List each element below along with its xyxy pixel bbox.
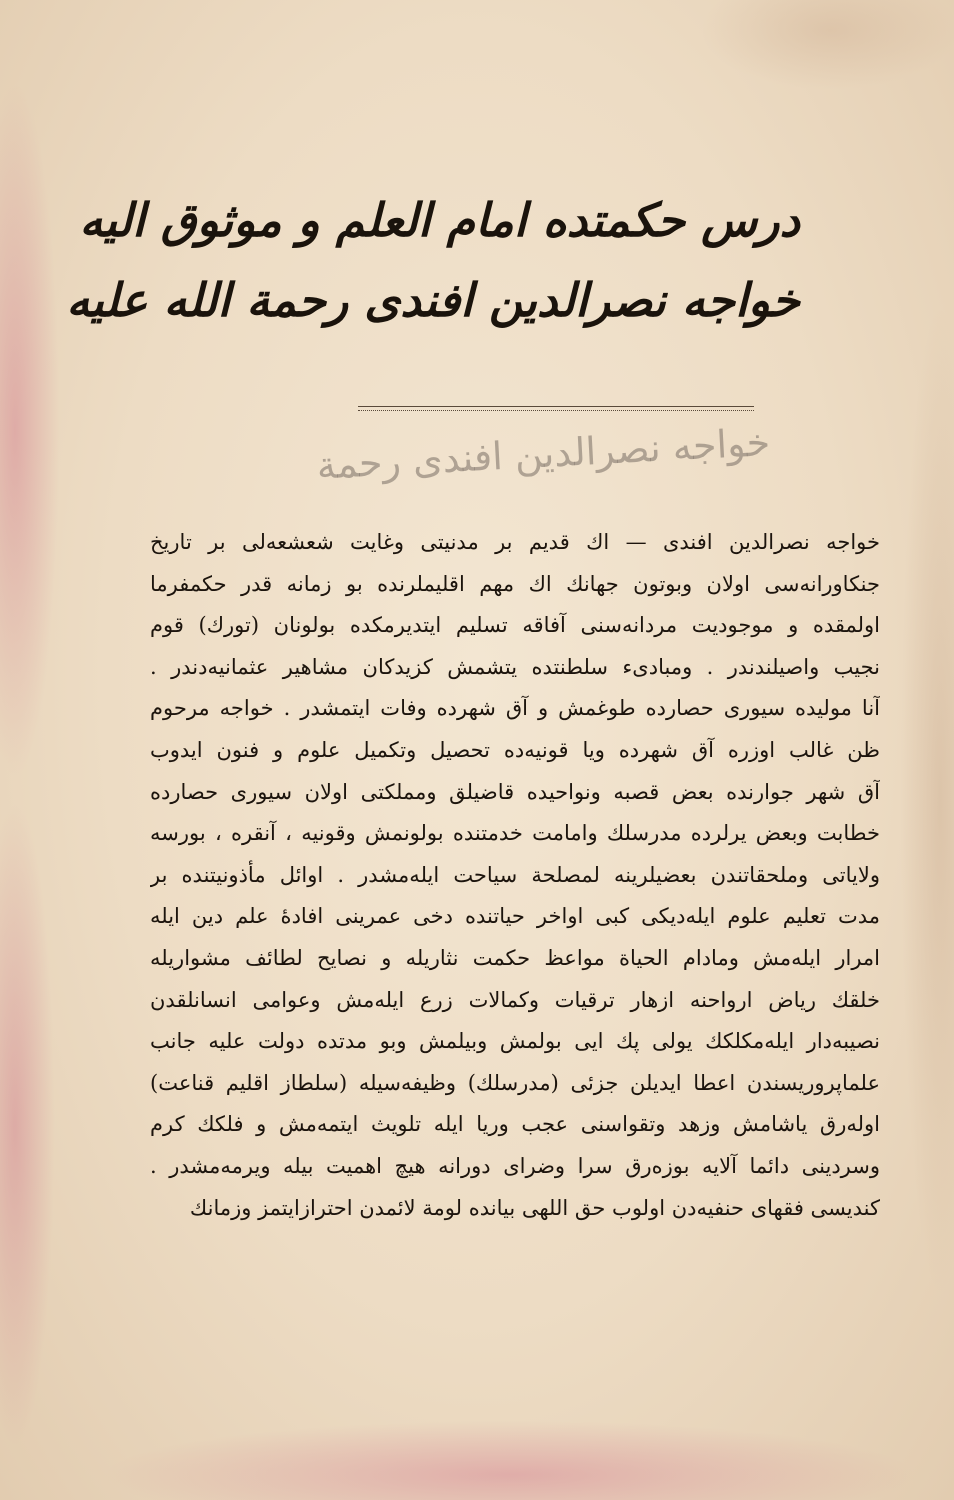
- handwritten-pencil-note: خواجه نصرالدین افندی رحمة: [315, 420, 772, 488]
- text-line: ظن غالب اوزره آق شهرده ویا قونیه‌ده تحصیل وتکمیل علوم و فنون ایدوب: [150, 737, 880, 762]
- text-line: ولایاتی وملحقاتندن بعضیلرینه لمصلحة سیاحت ایله‌مشدر . اوائل مأذونیتنده بر: [150, 862, 880, 887]
- text-line: اولمقده و موجودیت مردانه‌سنی آفاقه تسلیم ایتدیرمکده بولونان (تورك) قوم: [150, 613, 880, 638]
- text-line: علماپروریسندن اعطا ایدیلن جزئی (مدرسلك) وظیفه‌سیله (سلطاز اقلیم قناعت): [150, 1070, 880, 1095]
- text-line: خطابت وبعض یرلرده مدرسلك وامامت خدمتنده بولونمش وقونیه ، آنقره ، بورسه: [150, 821, 880, 846]
- text-line: اوله‌رق یاشامش وزهد وتقواسنی عجب وریا ایله تلویث ایتمه‌مش و فلکك کرم: [150, 1112, 880, 1137]
- text-line: نجیب واصیلندندر . ومبادیء سلطنتده یتشمش کزیدکان مشاهیر عثمانیه‌دندر .: [150, 654, 880, 679]
- text-line: نصیبه‌دار ایله‌مکلکك یولی پك ایی بولمش وبیلمش وبو مدتده دولت علیه جانب: [150, 1029, 880, 1054]
- text-line: کندیسی فقهای حنفیه‌دن اولوب حق اللهی بیانده لومة لائمدن احترازایتمز وزمانك: [189, 1195, 880, 1220]
- text-line: خواجه نصرالدین افندی — اك قدیم بر مدنیتی وغایت شعشعه‌لی بر تاریخ: [150, 530, 880, 554]
- body-text: [150, 522, 880, 1229]
- page-title: [66, 180, 800, 340]
- text-line: جنکاورانه‌سی اولان وبوتون جهانك اك مهم اقلیملرنده بو زمانه قدر حکمفرما: [150, 571, 880, 596]
- text-line: وسردینی دائما آلایه بوزه‌رق سرا وضرای دورانه هیچ اهمیت بیله ویرمه‌مشدر .: [150, 1153, 880, 1178]
- text-line: خلقك ریاض ارواحنه ازهار ترقیات وکمالات زرع ایله‌مش وعوامی انسانلقدن: [150, 987, 880, 1012]
- text-line: امرار ایله‌مش ومادام الحیاة مواعظ حکمت نثاریله و نصایح لطائف مشواریله: [150, 945, 880, 970]
- text-line: آق شهر جوارنده بعض قصبه ونواحیده قاضیلق ومملکتی اولان سیوری حصارده: [150, 779, 880, 804]
- title-line-1: درس حکمتده امام العلم و موثوق الیه: [79, 193, 800, 247]
- paper-stain: [100, 1420, 920, 1500]
- paper-stain: [900, 300, 954, 1300]
- text-line: آنا مولیده سیوری حصارده طوغمش و آق شهرده وفات ایتمشدر . خواجه مرحوم: [150, 696, 880, 721]
- paper-stain: [0, 800, 55, 1450]
- text-line: مدت تعلیم علوم ایله‌دیکی کبی اواخر حیاتنده دخی عمرینی افادهٔ علم دین ایله: [150, 904, 880, 929]
- decorative-rule: [358, 406, 754, 411]
- paper-stain: [700, 0, 954, 90]
- title-line-2: خواجه نصرالدین افندی رحمة الله علیه: [66, 273, 800, 327]
- paper-stain: [0, 80, 60, 780]
